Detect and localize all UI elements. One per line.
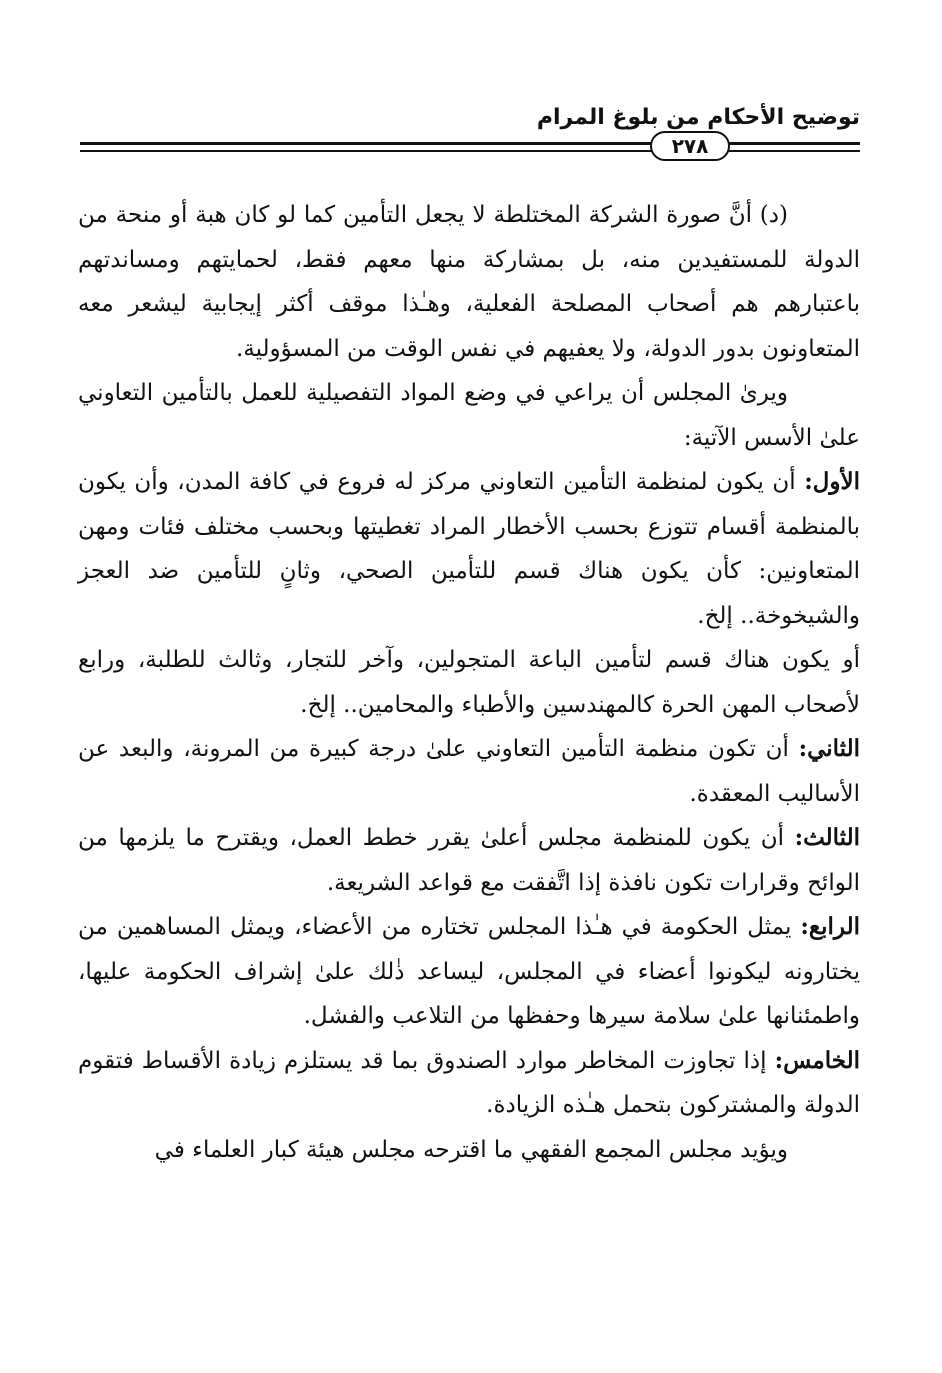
- paragraph-first: [78, 460, 860, 638]
- paragraph-lead: الثاني:: [798, 735, 861, 762]
- header-rule-thin: [80, 150, 860, 152]
- paragraph-fifth: [78, 1039, 860, 1128]
- paragraph-text: يمثل الحكومة في هـٰذا المجلس تختاره من الأعضاء، ويمثل المساهمين من يختارونه ليكونوا أعضاء في المجلس، ليساعد ذٰلك علىٰ إشراف الحكومة عليها، واطمئنانها علىٰ سلامة سيرها وحفظها من التلاعب والفشل.: [78, 914, 860, 1029]
- paragraph-text: أن يكون لمنظمة التأمين التعاوني مركز له فروع في كافة المدن، وأن يكون بالمنظمة أقسام تتوزع بحسب الأخطار المراد تغطيتها وبحسب مختلف فئات ومهن المتعاونين: كأن يكون هناك قسم للتأمين الصحي، وثانٍ للتأمين ضد العجز والشيخوخة.. إلخ.: [78, 469, 860, 629]
- paragraph-text: إذا تجاوزت المخاطر موارد الصندوق بما قد يستلزم زيادة الأقساط فتقوم الدولة والمشتركون بتحمل هـٰذه الزيادة.: [78, 1047, 860, 1118]
- paragraph-text: (د) أنَّ صورة الشركة المختلطة لا يجعل التأمين كما لو كان هبة أو منحة من الدولة للمستفيدين منه، بل بمشاركة منها معهم فقط، لحمايتهم ومساندتهم باعتبارهم هم أصحاب المصلحة الفعلية، وهـٰذا موقف أكثر إيجابية ليشعر معه المتعاونون بدور الدولة، ولا يعفيهم في نفس الوقت من المسؤولية.: [78, 202, 860, 362]
- paragraph-intro: [78, 371, 860, 460]
- paragraph-text: أن تكون منظمة التأمين التعاوني علىٰ درجة كبيرة من المرونة، والبعد عن الأساليب المعقدة.: [78, 736, 860, 807]
- paragraph-text: أو يكون هناك قسم لتأمين الباعة المتجولين، وآخر للتجار، وثالث للطلبة، ورابع لأصحاب المهن الحرة كالمهندسين والأطباء والمحامين.. إلخ.: [78, 647, 860, 718]
- running-title: توضيح الأحكام من بلوغ المرام: [536, 105, 860, 130]
- paragraph-text: ويرىٰ المجلس أن يراعي في وضع المواد التفصيلية للعمل بالتأمين التعاوني علىٰ الأسس الآتية:: [78, 380, 860, 451]
- paragraph-fourth: [78, 905, 860, 1039]
- paragraph-lead: الثالث:: [794, 824, 861, 851]
- paragraph-first-continued: [78, 638, 860, 727]
- paragraph-text: أن يكون للمنظمة مجلس أعلىٰ يقرر خطط العمل، ويقترح ما يلزمها من الوائح وقرارات تكون نافذة إذا اتَّفقت مع قواعد الشريعة.: [78, 825, 860, 896]
- paragraph-third: [78, 816, 860, 905]
- paragraph-closing: [78, 1128, 860, 1173]
- paragraph-lead: الرابع:: [800, 913, 860, 940]
- header-rule-thick: [80, 142, 860, 145]
- page-number: ٢٧٨: [650, 131, 730, 161]
- body-text: [78, 193, 860, 1172]
- paragraph-lead: الخامس:: [774, 1046, 860, 1074]
- paragraph-text: ويؤيد مجلس المجمع الفقهي ما اقترحه مجلس هيئة كبار العلماء في: [154, 1136, 788, 1163]
- paragraph-second: [78, 727, 860, 816]
- paragraph-lead: الأول:: [804, 468, 861, 495]
- paragraph-d: [78, 193, 860, 371]
